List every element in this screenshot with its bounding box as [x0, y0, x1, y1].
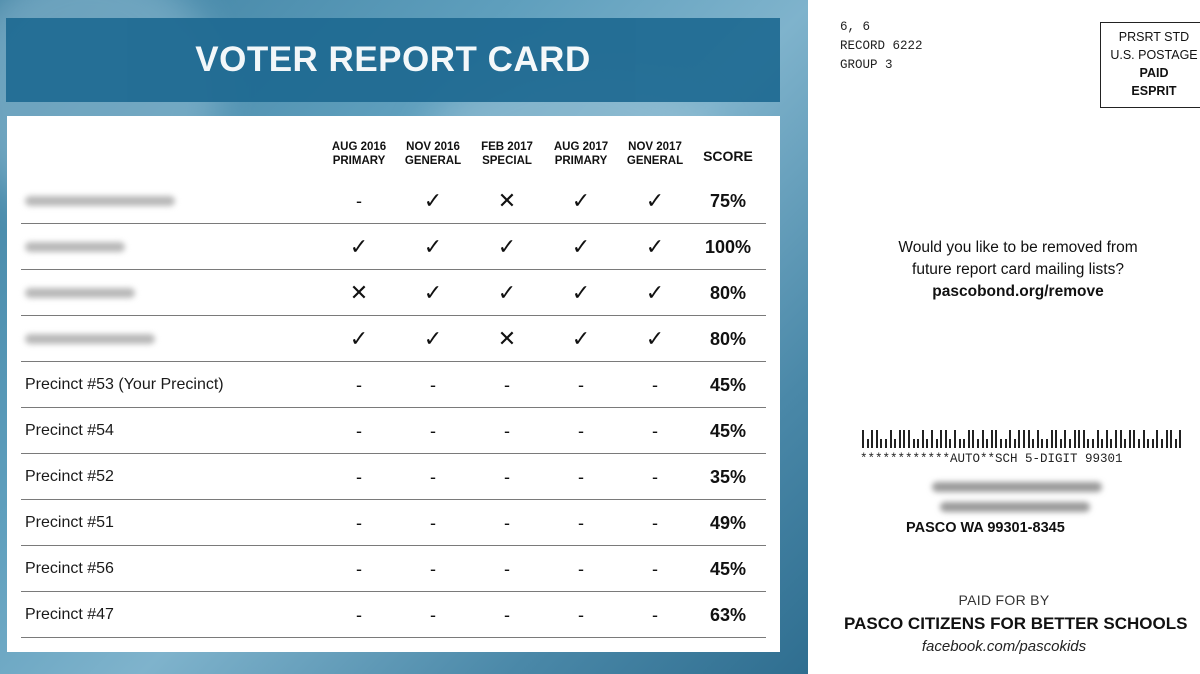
check-icon: ✓ — [645, 234, 665, 259]
barcode-bar — [968, 430, 970, 448]
column-header — [546, 140, 616, 168]
barcode-bar — [1133, 430, 1135, 448]
barcode-bar — [1028, 430, 1030, 448]
table-row — [7, 454, 780, 500]
paid-for-by: PAID FOR BY — [958, 592, 1050, 608]
dash-mark: - — [652, 559, 658, 579]
column-header-type: PRIMARY — [554, 155, 608, 167]
column-header — [620, 140, 690, 168]
barcode-bar — [917, 439, 919, 448]
postage-line: PRSRT STD — [1118, 30, 1190, 44]
question-line: future report card mailing lists? — [912, 261, 1124, 278]
table-row — [7, 270, 780, 316]
check-icon: ✓ — [645, 188, 665, 213]
score-value: 80% — [709, 329, 747, 349]
barcode-bar — [880, 439, 882, 448]
row-label: Precinct #52 — [25, 468, 114, 485]
title-banner — [6, 18, 780, 102]
check-icon: ✓ — [423, 188, 443, 213]
dash-mark: - — [578, 467, 584, 487]
barcode-bar — [1156, 430, 1158, 448]
barcode-bar — [940, 430, 942, 448]
barcode-bar — [1055, 430, 1057, 448]
check-icon: ✓ — [645, 326, 665, 351]
table-row — [7, 362, 780, 408]
dash-mark: - — [652, 375, 658, 395]
dash-mark: - — [504, 421, 510, 441]
column-header — [472, 140, 542, 168]
barcode-bar — [876, 430, 878, 448]
check-icon: ✓ — [423, 234, 443, 259]
dash-mark: - — [356, 559, 362, 579]
score-value: 35% — [709, 467, 747, 487]
barcode-bar — [913, 439, 915, 448]
dash-mark: - — [430, 513, 436, 533]
dash-mark: - — [652, 421, 658, 441]
record-line: GROUP 3 — [840, 58, 893, 72]
score-value: 45% — [709, 421, 747, 441]
redacted-voter-name — [25, 270, 135, 316]
mailer-panel — [808, 0, 1200, 674]
barcode-bar — [1120, 430, 1122, 448]
barcode-bar — [1060, 439, 1062, 448]
barcode-bar — [1106, 430, 1108, 448]
score-value: 63% — [709, 605, 747, 625]
barcode-bar — [986, 439, 988, 448]
barcode-bar — [1124, 439, 1126, 448]
barcode-bar — [1170, 430, 1172, 448]
check-icon: ✓ — [571, 188, 591, 213]
barcode-bar — [903, 430, 905, 448]
postage-line: PAID — [1139, 66, 1169, 80]
barcode-bar — [899, 430, 901, 448]
barcode-bar — [890, 430, 892, 448]
barcode-bar — [922, 430, 924, 448]
barcode-bar — [931, 430, 933, 448]
barcode-bar — [1014, 439, 1016, 448]
dash-mark: - — [578, 513, 584, 533]
check-icon: ✓ — [349, 326, 369, 351]
score-value: 45% — [709, 375, 747, 395]
barcode-bar — [862, 430, 864, 448]
row-label: Precinct #54 — [25, 422, 114, 439]
dash-mark: - — [652, 605, 658, 625]
check-icon: ✓ — [571, 280, 591, 305]
question-line: Would you like to be removed from — [898, 239, 1138, 256]
check-icon: ✓ — [571, 326, 591, 351]
column-header — [324, 140, 394, 168]
organization-name: PASCO CITIZENS FOR BETTER SCHOOLS — [844, 614, 1188, 633]
column-header-date: AUG 2016 — [331, 141, 387, 153]
row-label: Precinct #51 — [25, 514, 114, 531]
check-icon: ✓ — [349, 234, 369, 259]
remove-link[interactable]: pascobond.org/remove — [932, 283, 1104, 300]
row-label: Precinct #53 (Your Precinct) — [25, 376, 224, 393]
barcode-bar — [977, 439, 979, 448]
barcode-bar — [949, 439, 951, 448]
barcode-bar — [1166, 430, 1168, 448]
barcode-bar — [1101, 439, 1103, 448]
dash-mark: - — [504, 467, 510, 487]
barcode-bar — [926, 439, 928, 448]
dash-mark: - — [430, 467, 436, 487]
postage-line: U.S. POSTAGE — [1110, 48, 1198, 62]
column-header-date: FEB 2017 — [481, 141, 533, 153]
barcode-bar — [1083, 430, 1085, 448]
score-value: 100% — [704, 237, 752, 257]
dash-mark: - — [356, 467, 362, 487]
table-row — [7, 178, 780, 224]
dash-mark: - — [356, 605, 362, 625]
score-value: 75% — [709, 191, 747, 211]
table-row — [7, 592, 780, 638]
postage-indicia — [1100, 22, 1200, 108]
column-header-date: NOV 2017 — [628, 141, 682, 153]
dash-mark: - — [356, 513, 362, 533]
redacted-voter-name — [25, 316, 155, 362]
barcode-bar — [982, 430, 984, 448]
barcode-bar — [1175, 439, 1177, 448]
barcode-bar — [954, 430, 956, 448]
dash-mark: - — [356, 421, 362, 441]
report-card-table — [7, 116, 780, 652]
barcode-bar — [867, 439, 869, 448]
barcode-bar — [959, 439, 961, 448]
dash-mark: - — [504, 513, 510, 533]
dash-mark: - — [652, 467, 658, 487]
facebook-link[interactable]: facebook.com/pascokids — [921, 638, 1087, 655]
dash-mark: - — [356, 191, 362, 211]
barcode-bar — [1069, 439, 1071, 448]
barcode-bar — [871, 430, 873, 448]
barcode-bar — [1161, 439, 1163, 448]
dash-mark: - — [430, 559, 436, 579]
page-title: VOTER REPORT CARD — [195, 40, 591, 79]
redacted-voter-name — [25, 178, 175, 224]
barcode-bar — [1037, 430, 1039, 448]
dash-mark: - — [652, 513, 658, 533]
barcode-bar — [1046, 439, 1048, 448]
check-icon: ✓ — [497, 234, 517, 259]
x-icon: ✕ — [497, 188, 517, 213]
removal-question — [868, 237, 1168, 303]
check-icon: ✓ — [645, 280, 665, 305]
barcode-bar — [1138, 439, 1140, 448]
column-header-date: AUG 2017 — [553, 141, 609, 153]
record-line: 6, 6 — [840, 20, 871, 34]
barcode-bar — [885, 439, 887, 448]
barcode-bar — [995, 430, 997, 448]
barcode-bar — [1000, 439, 1002, 448]
row-divider — [21, 637, 766, 638]
record-line: RECORD 6222 — [840, 39, 923, 53]
check-icon: ✓ — [423, 326, 443, 351]
dash-mark: - — [578, 421, 584, 441]
dash-mark: - — [430, 375, 436, 395]
column-header-type: GENERAL — [404, 155, 462, 167]
barcode-bar — [945, 430, 947, 448]
column-header-type: PRIMARY — [332, 155, 386, 167]
score-value: 49% — [709, 513, 747, 533]
dash-mark: - — [578, 375, 584, 395]
x-icon: ✕ — [349, 280, 369, 305]
barcode-bar — [1009, 430, 1011, 448]
presort-line: ************AUTO**SCH 5-DIGIT 99301 — [860, 452, 1123, 466]
barcode-bar — [1078, 430, 1080, 448]
postage-line: ESPRIT — [1131, 84, 1177, 98]
dash-mark: - — [578, 559, 584, 579]
row-label: Precinct #47 — [25, 606, 114, 623]
barcode-bar — [936, 439, 938, 448]
dash-mark: - — [504, 559, 510, 579]
barcode-bar — [1152, 439, 1154, 448]
column-header-type: SPECIAL — [482, 155, 532, 167]
city-line: PASCO WA 99301-8345 — [906, 520, 1065, 536]
table-row — [7, 546, 780, 592]
table-row — [7, 500, 780, 546]
redacted-address-line — [932, 478, 1102, 496]
x-icon: ✕ — [497, 326, 517, 351]
barcode-bar — [963, 439, 965, 448]
postal-barcode — [862, 430, 1188, 448]
barcode-bar — [908, 430, 910, 448]
table-row — [7, 408, 780, 454]
barcode-bar — [1005, 439, 1007, 448]
barcode-bar — [1129, 430, 1131, 448]
column-header-type: GENERAL — [626, 155, 684, 167]
barcode-bar — [1147, 439, 1149, 448]
column-header-date: NOV 2016 — [406, 141, 460, 153]
dash-mark: - — [430, 605, 436, 625]
column-header — [398, 140, 468, 168]
barcode-bar — [1179, 430, 1181, 448]
barcode-bar — [1097, 430, 1099, 448]
check-icon: ✓ — [497, 280, 517, 305]
barcode-bar — [972, 430, 974, 448]
barcode-bar — [1074, 430, 1076, 448]
score-value: 45% — [709, 559, 747, 579]
barcode-bar — [1018, 430, 1020, 448]
check-icon: ✓ — [423, 280, 443, 305]
dash-mark: - — [356, 375, 362, 395]
dash-mark: - — [430, 421, 436, 441]
barcode-bar — [1115, 430, 1117, 448]
dash-mark: - — [504, 375, 510, 395]
dash-mark: - — [504, 605, 510, 625]
barcode-bar — [894, 439, 896, 448]
row-label: Precinct #56 — [25, 560, 114, 577]
barcode-bar — [1143, 430, 1145, 448]
score-header: SCORE — [703, 148, 753, 164]
redacted-voter-name — [25, 224, 125, 270]
barcode-bar — [1032, 439, 1034, 448]
barcode-bar — [1023, 430, 1025, 448]
score-value: 80% — [709, 283, 747, 303]
barcode-bar — [1064, 430, 1066, 448]
dash-mark: - — [578, 605, 584, 625]
barcode-bar — [991, 430, 993, 448]
table-row — [7, 316, 780, 362]
check-icon: ✓ — [571, 234, 591, 259]
barcode-bar — [1041, 439, 1043, 448]
barcode-bar — [1087, 439, 1089, 448]
barcode-bar — [1051, 430, 1053, 448]
redacted-address-line — [940, 498, 1090, 516]
record-block — [840, 18, 923, 75]
barcode-bar — [1092, 439, 1094, 448]
barcode-bar — [1110, 439, 1112, 448]
table-row — [7, 224, 780, 270]
